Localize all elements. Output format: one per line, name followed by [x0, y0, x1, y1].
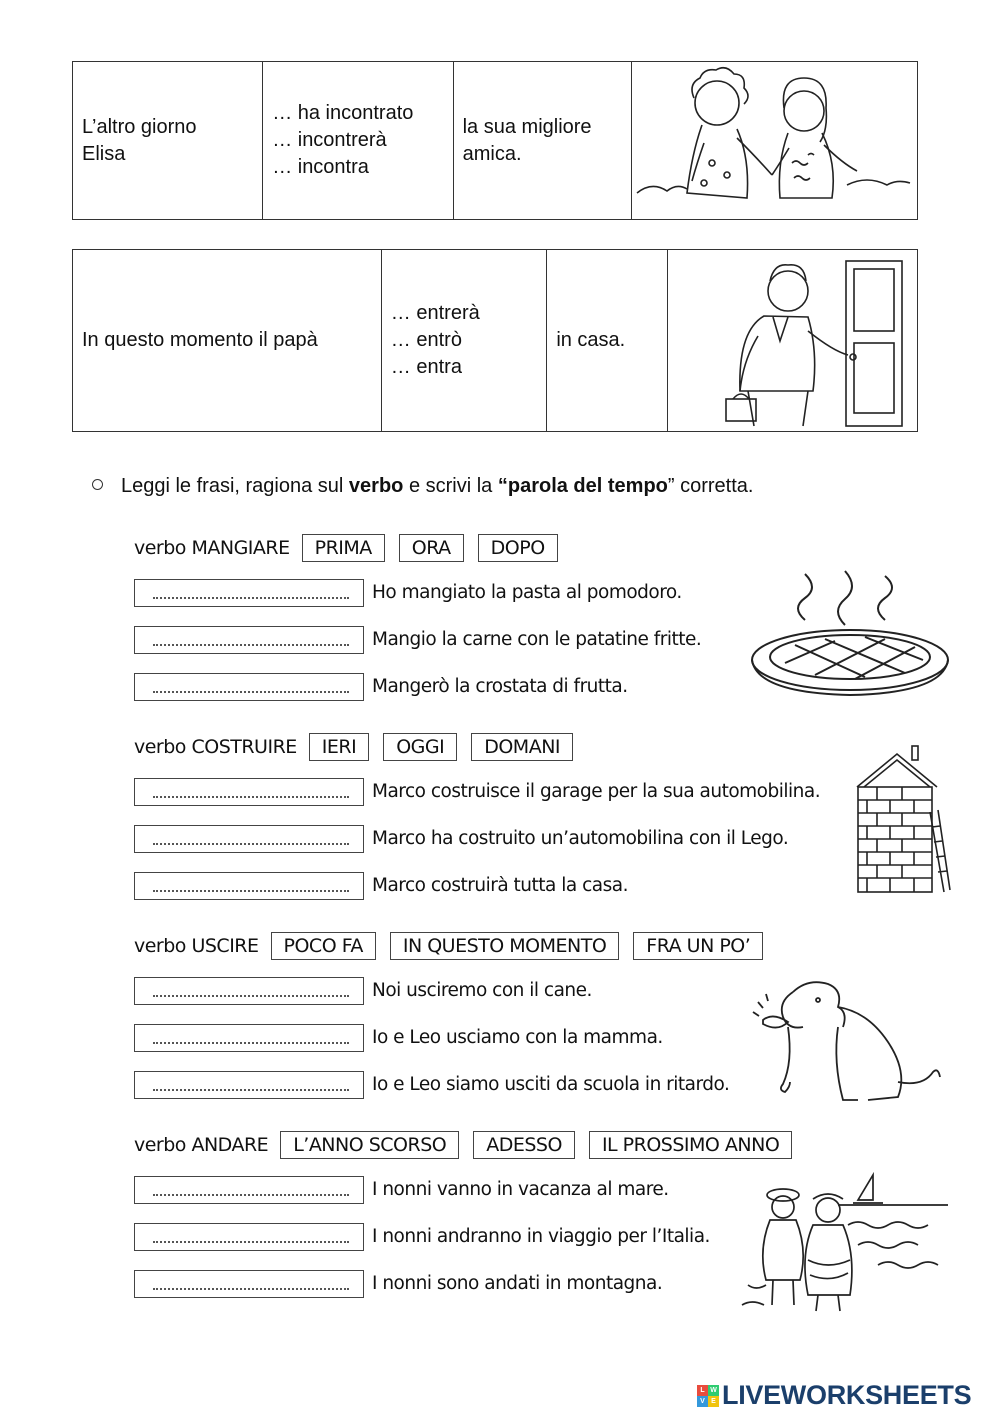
sentence-row	[134, 616, 701, 663]
word-box[interactable]: ORA	[399, 534, 464, 562]
word-box[interactable]: OGGI	[383, 733, 457, 761]
answer-blank[interactable]	[134, 977, 364, 1005]
verb-title: verbo COSTRUIRE	[134, 736, 297, 758]
subject-line-2: Elisa	[82, 142, 126, 165]
word-box[interactable]: PRIMA	[302, 534, 385, 562]
logo-letter: V	[697, 1396, 708, 1407]
word-box[interactable]: FRA UN PO’	[633, 932, 763, 960]
sentence-text: Marco costruisce il garage per la sua automobilina.	[372, 781, 821, 802]
sentence-text: I nonni andranno in viaggio per l’Italia.	[372, 1226, 710, 1247]
answer-blank[interactable]	[134, 872, 364, 900]
sentence-text: Marco costruirà tutta la casa.	[372, 875, 628, 896]
section-mangiare	[134, 533, 701, 710]
sentence-text: Ho mangiato la pasta al pomodoro.	[372, 582, 682, 603]
sentence-row	[134, 768, 820, 815]
sentence-row	[134, 967, 777, 1014]
sentence-text: Io e Leo usciamo con la mamma.	[372, 1027, 663, 1048]
subject-cell-2	[73, 250, 382, 432]
word-box[interactable]: L’ANNO SCORSO	[280, 1131, 459, 1159]
option-1[interactable]: … ha incontrato	[272, 102, 414, 124]
word-box[interactable]: ADESSO	[473, 1131, 575, 1159]
bullet-icon	[92, 479, 103, 490]
answer-blank[interactable]	[134, 1024, 364, 1052]
ending-text-2: in casa.	[556, 329, 626, 351]
instruction-bold-verbo: verbo	[348, 475, 404, 497]
sentence-text: I nonni sono andati in montagna.	[372, 1273, 663, 1294]
logo-letter: E	[708, 1396, 719, 1407]
answer-blank[interactable]	[134, 825, 364, 853]
sentence-text: Noi usciremo con il cane.	[372, 980, 592, 1001]
sentence-row	[134, 1166, 806, 1213]
sentence-row	[134, 1213, 806, 1260]
dog-icon	[748, 972, 948, 1112]
word-box[interactable]: DOPO	[478, 534, 558, 562]
answer-blank[interactable]	[134, 778, 364, 806]
sentence-row	[134, 1260, 806, 1307]
section-costruire	[134, 732, 820, 909]
option-2-2[interactable]: … entrò	[390, 329, 462, 351]
ending-cell-2	[547, 250, 668, 432]
grandparents-beach-icon	[738, 1165, 953, 1315]
sentence-text: Mangerò la crostata di frutta.	[372, 676, 628, 697]
sentence-text: Io e Leo siamo usciti da scuola in ritardo.	[372, 1074, 730, 1095]
sentence-row	[134, 663, 701, 710]
instruction-text-1: Leggi le frasi, ragiona sul	[121, 475, 349, 497]
word-box[interactable]: DOMANI	[471, 733, 573, 761]
exercise-table-1	[72, 61, 918, 220]
sentence-text: Marco ha costruito un’automobilina con il Lego.	[372, 828, 789, 849]
answer-blank[interactable]	[134, 579, 364, 607]
man-opening-door-icon	[668, 251, 917, 431]
section-uscire	[134, 931, 777, 1108]
brick-house-icon	[852, 742, 952, 897]
instruction	[92, 475, 753, 498]
answer-blank[interactable]	[134, 1270, 364, 1298]
options-cell	[263, 62, 453, 220]
sentence-row	[134, 1014, 777, 1061]
brand-name[interactable]: LIVEWORKSHEETS	[722, 1380, 972, 1410]
liveworksheets-logo-icon	[697, 1385, 719, 1407]
ending-line-2: amica.	[462, 142, 522, 165]
sentence-text: Mangio la carne con le patatine fritte.	[372, 629, 702, 650]
logo-letter: W	[708, 1385, 719, 1396]
liveworksheets-footer	[697, 1380, 971, 1411]
answer-blank[interactable]	[134, 1071, 364, 1099]
sentence-row	[134, 815, 820, 862]
ending-line-1: la sua migliore	[462, 115, 592, 138]
instruction-text-3: ” corretta.	[667, 475, 754, 497]
word-box[interactable]: IL PROSSIMO ANNO	[589, 1131, 792, 1159]
image-cell	[632, 62, 918, 220]
answer-blank[interactable]	[134, 626, 364, 654]
sentence-row	[134, 1061, 777, 1108]
verb-title: verbo MANGIARE	[134, 537, 290, 559]
sentence-row	[134, 862, 820, 909]
options-cell-2	[381, 250, 547, 432]
word-box[interactable]: POCO FA	[271, 932, 376, 960]
image-cell-2	[668, 250, 918, 432]
instruction-text-2: e scrivi la	[403, 475, 498, 497]
sentence-text: I nonni vanno in vacanza al mare.	[372, 1179, 669, 1200]
logo-letter: L	[697, 1385, 708, 1396]
pie-icon	[745, 565, 955, 710]
ending-cell	[453, 62, 631, 220]
verb-title: verbo ANDARE	[134, 1134, 269, 1156]
answer-blank[interactable]	[134, 1223, 364, 1251]
sentence-row	[134, 569, 701, 616]
two-girls-meeting-icon	[632, 63, 917, 219]
option-2[interactable]: … incontrerà	[272, 129, 387, 151]
subject-text-2: In questo momento il papà	[82, 329, 318, 351]
option-2-3[interactable]: … entra	[390, 356, 462, 378]
subject-line-1: L’altro giorno	[82, 115, 197, 138]
instruction-bold-parola: “parola del tempo	[497, 475, 668, 497]
word-box[interactable]: IN QUESTO MOMENTO	[390, 932, 619, 960]
answer-blank[interactable]	[134, 1176, 364, 1204]
answer-blank[interactable]	[134, 673, 364, 701]
option-3[interactable]: … incontra	[272, 156, 369, 178]
word-box[interactable]: IERI	[309, 733, 369, 761]
option-2-1[interactable]: … entrerà	[390, 302, 480, 324]
subject-cell	[73, 62, 263, 220]
verb-title: verbo USCIRE	[134, 935, 259, 957]
exercise-table-2	[72, 249, 918, 432]
section-andare	[134, 1130, 806, 1307]
